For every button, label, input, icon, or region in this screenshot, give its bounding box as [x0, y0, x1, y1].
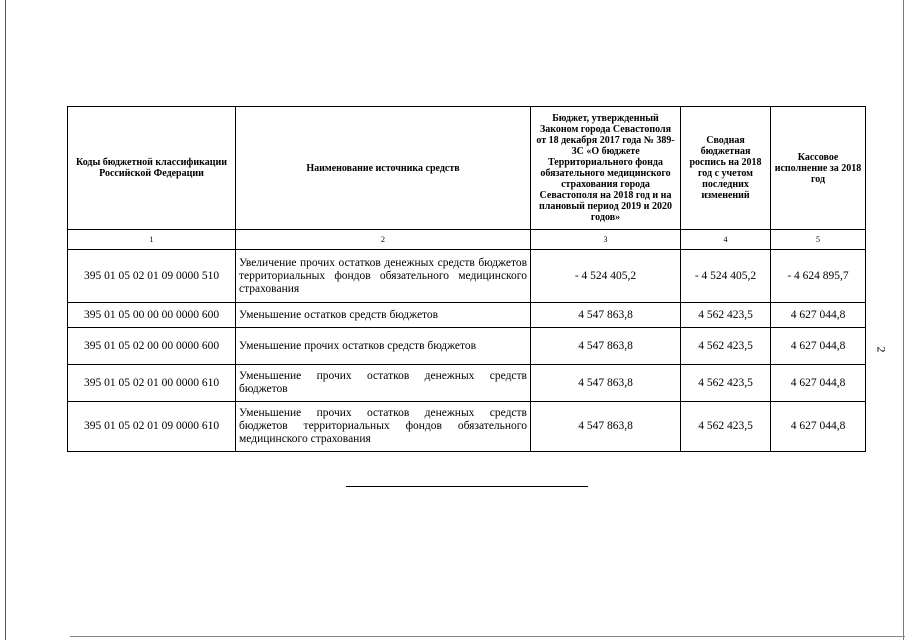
table-row	[68, 328, 866, 365]
row-execution: 4 627 044,8	[771, 303, 866, 328]
row-name: Уменьшение прочих остатков денежных средств бюджетов территориальных фондов обязательного медицинского страхования	[236, 402, 531, 452]
header-approved-budget: Бюджет, утвержденный Законом города Севастополя от 18 декабря 2017 года № 389-ЗС «О бюджете Территориального фонда обязательного медицинского страхования города Севастополя на 2018 год и на плановый период 2019 и 2020 годов»	[531, 107, 681, 230]
header-source-name: Наименование источника средств	[236, 107, 531, 230]
row-schedule: 4 562 423,5	[681, 365, 771, 402]
table-row	[68, 402, 866, 452]
header-budget-schedule: Сводная бюджетная роспись на 2018 год с учетом последних изменений	[681, 107, 771, 230]
row-budget: 4 547 863,8	[531, 365, 681, 402]
row-execution: - 4 624 895,7	[771, 250, 866, 303]
row-code: 395 01 05 02 00 00 0000 600	[68, 328, 236, 365]
row-code: 395 01 05 02 01 09 0000 510	[68, 250, 236, 303]
row-execution: 4 627 044,8	[771, 402, 866, 452]
column-number-row	[68, 230, 866, 250]
table-header-row	[68, 107, 866, 230]
column-number: 1	[68, 230, 236, 250]
scan-border-left	[5, 0, 6, 640]
column-number: 3	[531, 230, 681, 250]
row-name: Увеличение прочих остатков денежных средств бюджетов территориальных фондов обязательного медицинского страхования	[236, 250, 531, 303]
column-number: 2	[236, 230, 531, 250]
header-codes: Коды бюджетной классификации Российской Федерации	[68, 107, 236, 230]
scan-border-right	[903, 0, 904, 640]
row-schedule: - 4 524 405,2	[681, 250, 771, 303]
row-code: 395 01 05 02 01 09 0000 610	[68, 402, 236, 452]
budget-sources-table	[67, 106, 866, 452]
table-row	[68, 250, 866, 303]
row-budget: 4 547 863,8	[531, 303, 681, 328]
row-schedule: 4 562 423,5	[681, 328, 771, 365]
row-budget: - 4 524 405,2	[531, 250, 681, 303]
page-number: 2	[874, 346, 889, 353]
row-name: Уменьшение прочих остатков денежных средств бюджетов	[236, 365, 531, 402]
row-execution: 4 627 044,8	[771, 365, 866, 402]
row-name: Уменьшение прочих остатков средств бюджетов	[236, 328, 531, 365]
row-budget: 4 547 863,8	[531, 328, 681, 365]
row-code: 395 01 05 00 00 00 0000 600	[68, 303, 236, 328]
row-budget: 4 547 863,8	[531, 402, 681, 452]
column-number: 4	[681, 230, 771, 250]
row-execution: 4 627 044,8	[771, 328, 866, 365]
header-cash-execution: Кассовое исполнение за 2018 год	[771, 107, 866, 230]
row-code: 395 01 05 02 01 00 0000 610	[68, 365, 236, 402]
end-separator-line	[346, 486, 588, 487]
column-number: 5	[771, 230, 866, 250]
table-row	[68, 365, 866, 402]
row-name: Уменьшение остатков средств бюджетов	[236, 303, 531, 328]
scan-border-bottom	[70, 636, 905, 637]
row-schedule: 4 562 423,5	[681, 303, 771, 328]
row-schedule: 4 562 423,5	[681, 402, 771, 452]
table-row	[68, 303, 866, 328]
